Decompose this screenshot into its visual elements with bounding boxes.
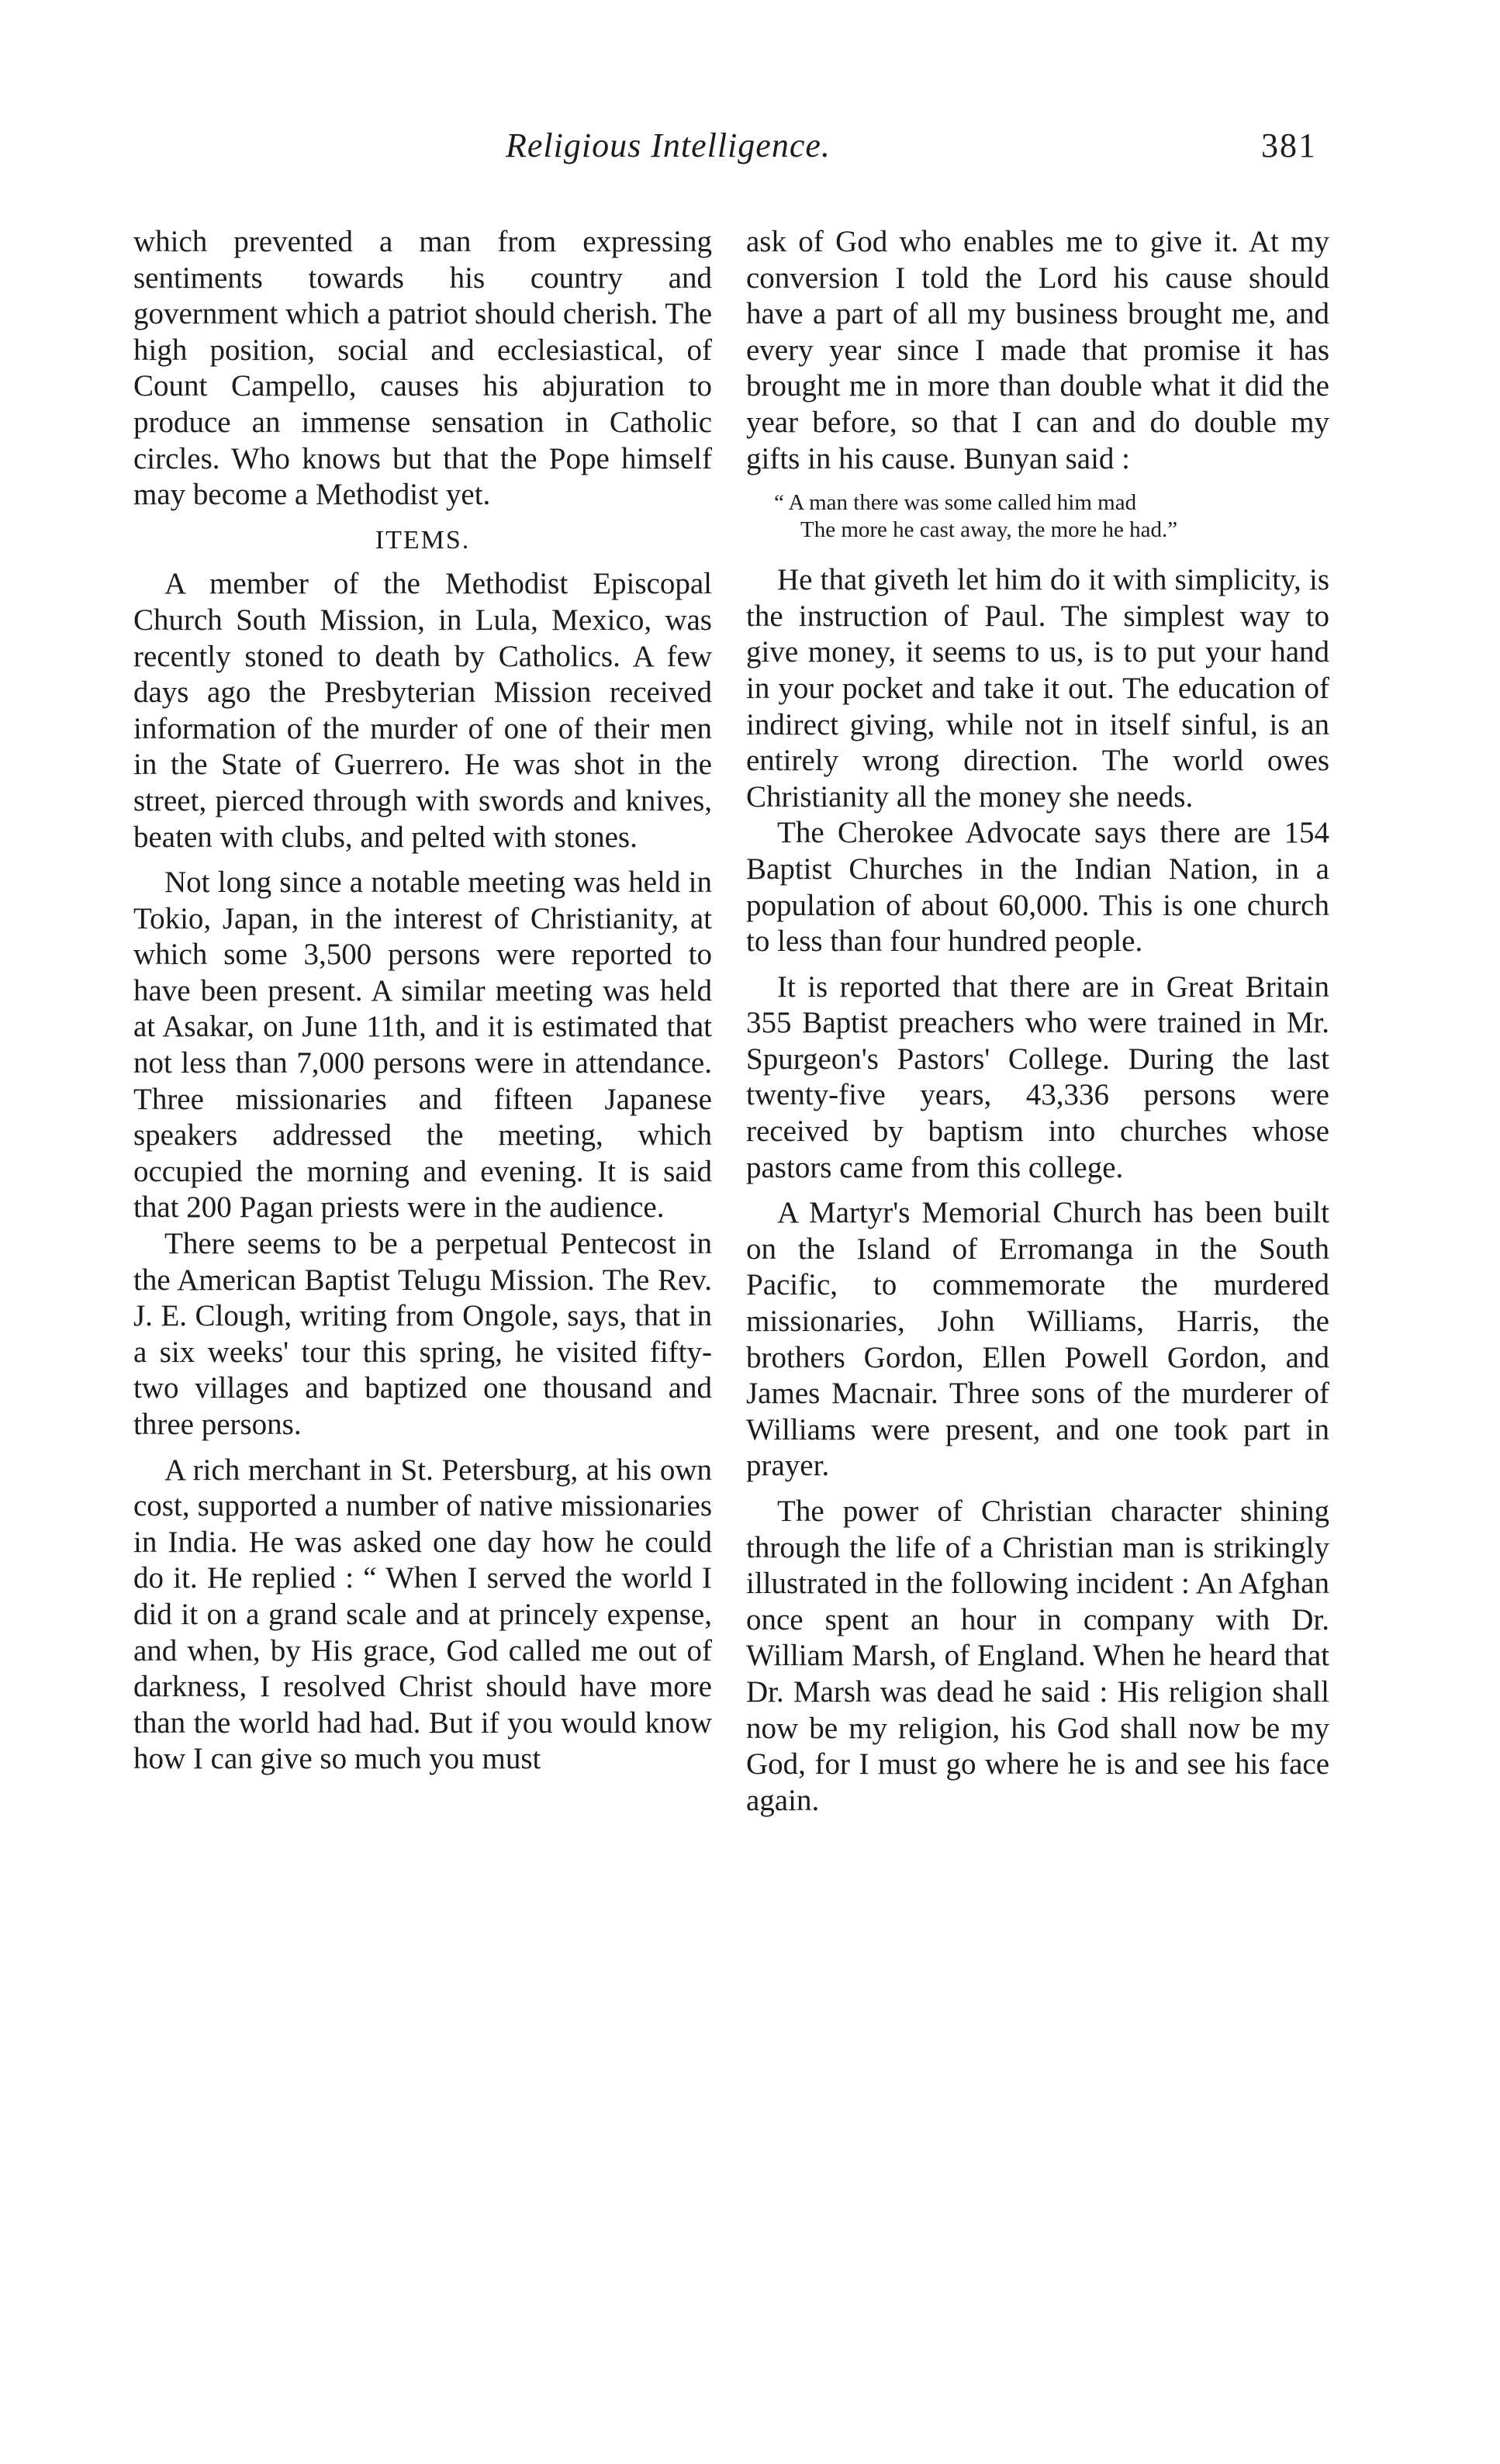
page-number: 381 bbox=[1261, 126, 1317, 164]
paragraph-telugu-mission: There seems to be a perpetual Pentecost in the American Baptist Telugu Mission. The Rev. J. E. Clough, writing from Ongole, says, that in a six weeks' tour this spring, he visited fifty-two villages and baptized one thousand and three persons. bbox=[133, 1227, 712, 1441]
bunyan-verse bbox=[774, 489, 1329, 544]
paragraph-cherokee-advocate: The Cherokee Advocate says there are 154 Baptist Churches in the Indian Nation, in a population of about 60,000. This is one church to less than four hundred people. bbox=[746, 816, 1329, 959]
paragraph-tokio-meeting: Not long since a notable meeting was held in Tokio, Japan, in the interest of Christianity, at which some 3,500 persons were reported to have been present. A similar meeting was held at Asakar, on June 11th, and it is estimated that not less than 7,000 persons were in attendance. Three missionaries and fifteen Japanese speakers addressed the meeting, which occupied the morning and evening. It is said that 200 Pagan priests were in the audience. bbox=[133, 866, 712, 1225]
paragraph-merchant-continued: ask of God who enables me to give it. At my conversion I told the Lord his cause should have a part of all my business brought me, and every year since I made that promise it has brought me in more than double what it did the year before, so that I can and do double my gifts in his cause. Bunyan said : bbox=[746, 225, 1329, 475]
paragraph-rich-merchant: A rich merchant in St. Petersburg, at his own cost, supported a number of native missionaries in India. He was asked one day how he could do it. He replied : “ When I served the world I did it on a grand scale and at princely expense, and when, by His grace, God called me out of darkness, I resolved Christ should have more than the world had had. But if you would know how I can give so much you must bbox=[133, 1453, 712, 1776]
left-column bbox=[133, 224, 712, 1778]
verse-line-1: “ A man there was some called him mad bbox=[774, 490, 1137, 516]
paragraph-giving: He that giveth let him do it with simplicity, is the instruction of Paul. The simplest way to give money, it seems to us, is to put your hand in your pocket and take it out. The education of indirect giving, while not in itself sinful, is an entirely wrong direction. The world owes Christianity all the money she needs. bbox=[746, 563, 1329, 814]
paragraph-mexico-mission: A member of the Methodist Episcopal Church South Mission, in Lula, Mexico, was recently stoned to death by Catholics. A few days ago the Presbyterian Mission received information of the murder of one of their men in the State of Guerrero. He was shot in the street, pierced through with swords and knives, beaten with clubs, and pelted with stones. bbox=[133, 567, 712, 854]
paragraph-campello: which prevented a man from expressing sentiments towards his country and government which a patriot should cherish. The high position, social and ecclesiastical, of Count Campello, causes his abjuration to produce an immense sensation in Catholic circles. Who knows but that the Pope himself may become a Methodist yet. bbox=[133, 225, 712, 512]
running-title: Religious Intelligence. bbox=[506, 126, 831, 164]
section-heading-items: ITEMS. bbox=[375, 525, 471, 555]
right-column bbox=[746, 224, 1329, 1819]
paragraph-martyrs-memorial: A Martyr's Memorial Church has been built on the Island of Erromanga in the South Pacific, to commemorate the murdered missionaries, John Williams, Harris, the brothers Gordon, Ellen Powell Gordon, and James Macnair. Three sons of the murderer of Williams were present, and one took part in prayer. bbox=[746, 1196, 1329, 1483]
verse-line-2: The more he cast away, the more he had.” bbox=[800, 517, 1178, 543]
page-header bbox=[0, 126, 1500, 180]
paragraph-afghan-incident: The power of Christian character shining through the life of a Christian man is strikingly illustrated in the following incident : An Afghan once spent an hour in company with Dr. William Marsh, of England. When he heard that Dr. Marsh was dead he said : His religion shall now be my religion, his God shall now be my God, for I must go where he is and see his face again. bbox=[746, 1495, 1329, 1817]
paragraph-spurgeon-college: It is reported that there are in Great Britain 355 Baptist preachers who were trained in Mr. Spurgeon's Pastors' College. During the last twenty-five years, 43,336 persons were received by baptism into churches whose pastors came from this college. bbox=[746, 969, 1329, 1184]
